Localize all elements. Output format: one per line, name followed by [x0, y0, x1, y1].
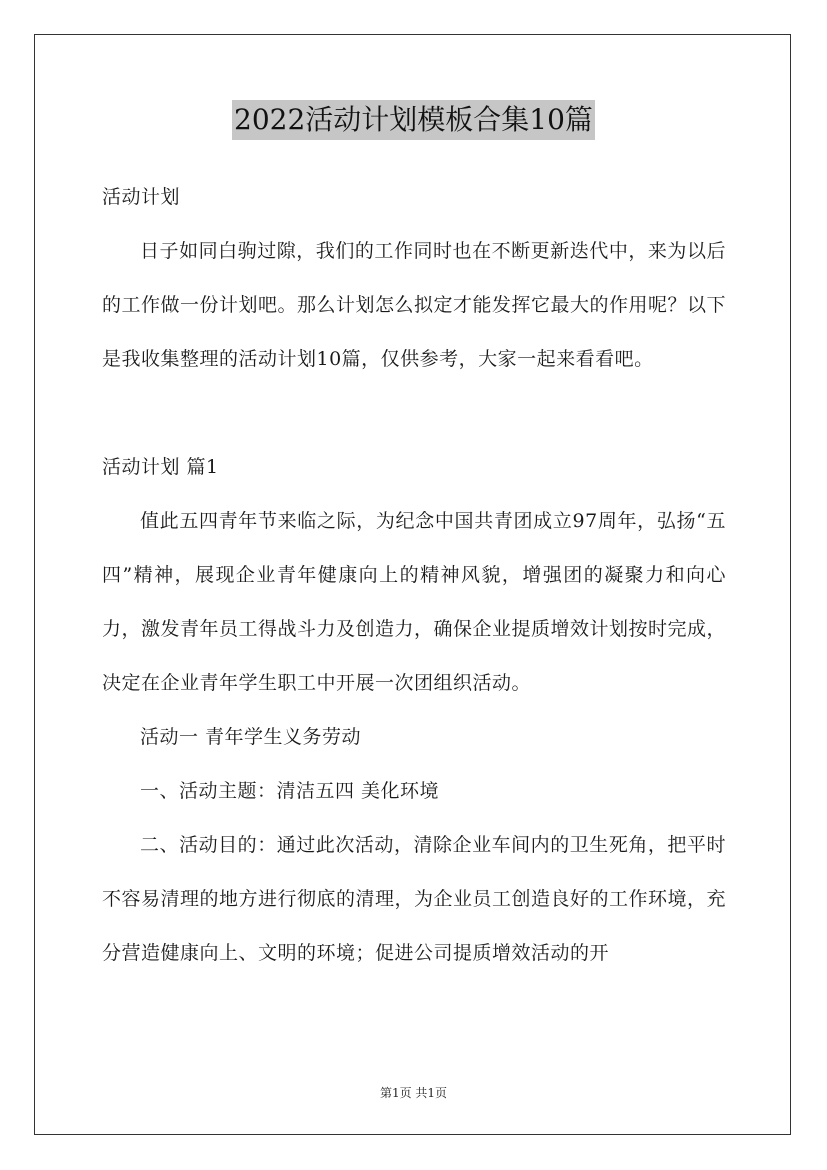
- page-footer: 第1页 共1页: [379, 1086, 448, 1100]
- chapter-intro-paragraph: 值此五四青年节来临之际，为纪念中国共青团成立97周年，弘扬“五四”精神，展现企业青年健康向上的精神风貌，增强团的凝聚力和向心力，激发青年员工得战斗力及创造力，确保企业提质增效计划按时完成，决定在企业青年学生职工中开展一次团组织活动。: [102, 510, 727, 694]
- section-label: 活动计划: [102, 186, 181, 208]
- theme-line: 一、活动主题：清洁五四 美化环境: [140, 780, 440, 802]
- activity-title: 活动一 青年学生义务劳动: [140, 726, 362, 748]
- title-container: [0, 100, 827, 140]
- paragraph-gap: [102, 386, 726, 440]
- chapter-heading: 活动计划 篇1: [102, 456, 219, 478]
- purpose-paragraph: 二、活动目的：通过此次活动，清除企业车间内的卫生死角，把平时不容易清理的地方进行彻底的清理，为企业员工创造良好的工作环境，充分营造健康向上、文明的环境；促进公司提质增效活动的开: [102, 834, 727, 964]
- document-title: 2022活动计划模板合集10篇: [232, 100, 595, 140]
- document-body: [102, 170, 726, 980]
- intro-paragraph: 日子如同白驹过隙，我们的工作同时也在不断更新迭代中，来为以后的工作做一份计划吧。那么计划怎么拟定才能发挥它最大的作用呢？以下是我收集整理的活动计划10篇，仅供参考，大家一起来看看吧。: [102, 240, 727, 370]
